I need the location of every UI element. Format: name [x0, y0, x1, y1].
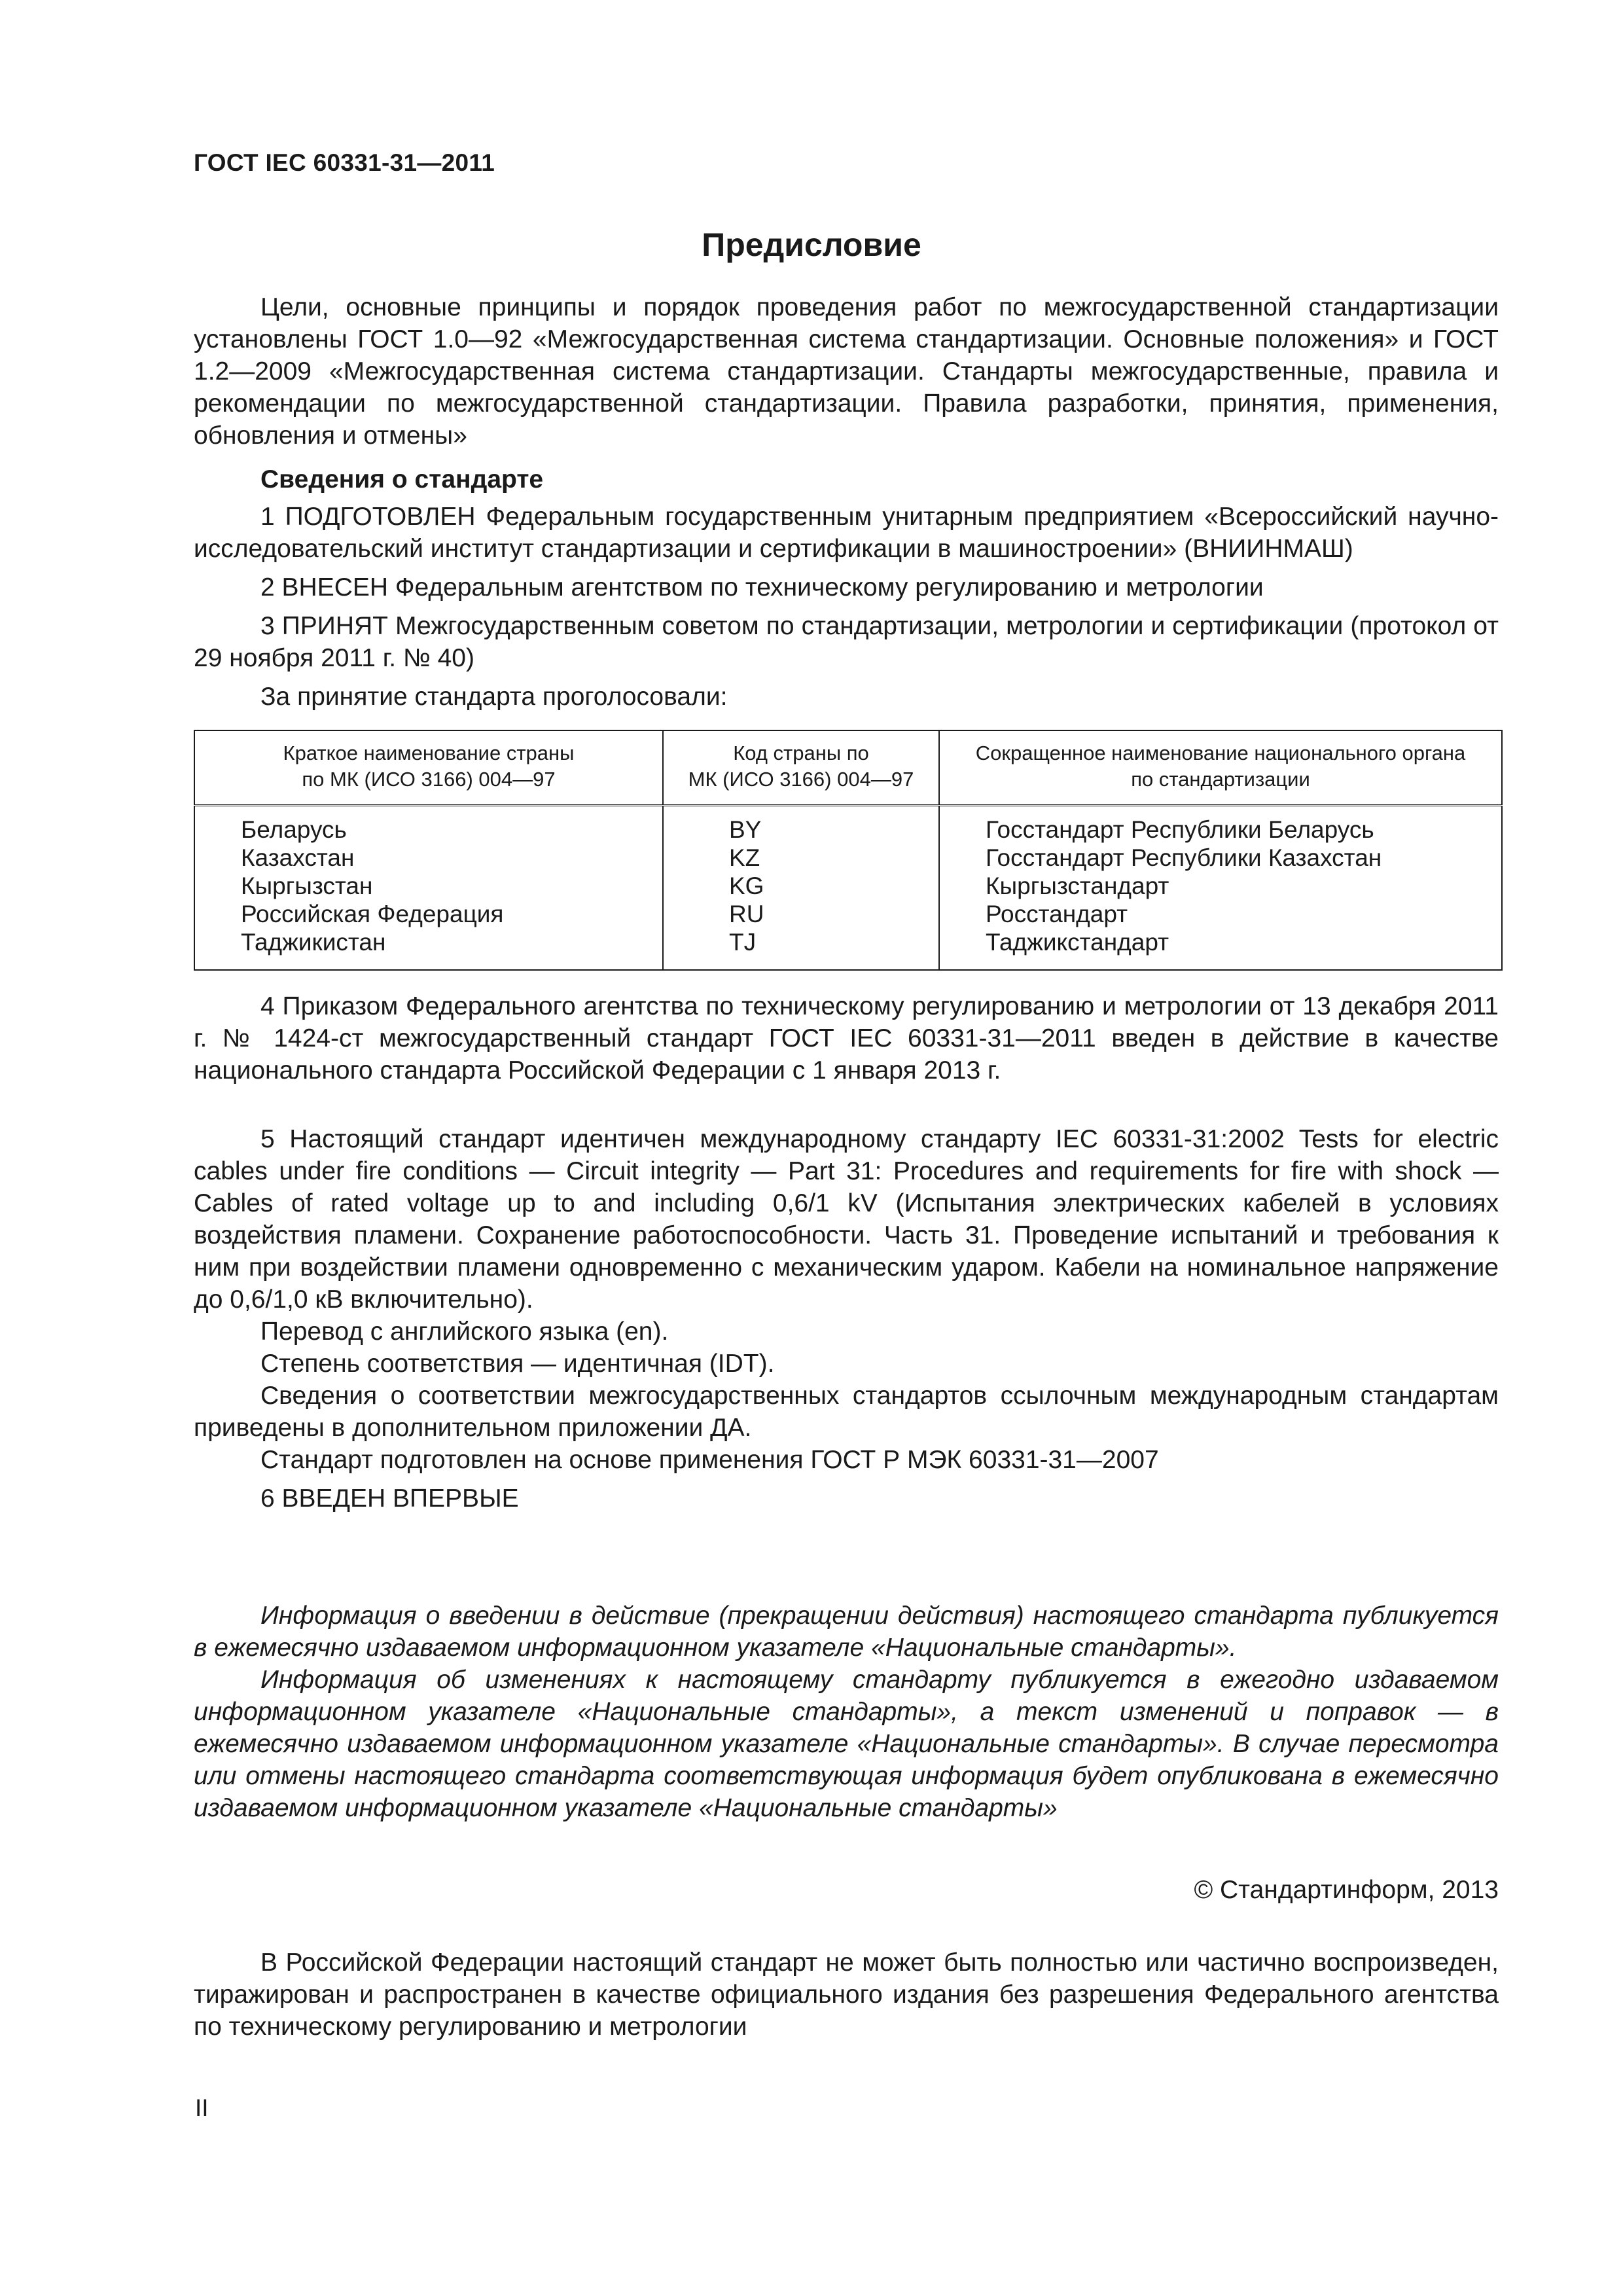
item-5: 5 Настоящий стандарт идентичен международному стандарту IEC 60331-31:2002 Tests for electric cables under fire conditions — Circuit integrity — Part 31: Procedures and requirements for fire with shock — Cables of rated voltage up to and including 0,6/1 kV (Испытания электрических кабелей в условиях воздействия пламени. Сохранение работоспособности. Часть 31. Проведение испытаний и требования к ним при воздействии пламени одновременно с механическим ударом. Кабели на номинальное напряжение до 0,6/1,0 кВ включительно).	[194, 1125, 1499, 1314]
note-2: Информация об изменениях к настоящему стандарту публикуется в ежегодно издаваемом информационном указателе «Национальные стандарты», а текст изменений и поправок — в ежемесячно издаваемом информационном указателе «Национальные стандарты». В случае пересмотра или отмены настоящего стандарта соответствующая информация будет опубликована в ежемесячно издаваемом информационном указателе «Национальные стандарты»	[194, 1666, 1499, 1822]
section-heading: Сведения о стандарте	[260, 465, 544, 493]
code-column	[663, 806, 939, 971]
item-5-degree: Степень соответствия — идентичная (IDT).	[260, 1350, 775, 1378]
country-code: RU	[729, 901, 764, 927]
voted-label: За принятие стандарта проголосовали:	[260, 683, 728, 711]
item-5-references: Сведения о соответствии межгосударственных стандартов ссылочным международным стандартам приведены в дополнительном приложении ДА.	[194, 1382, 1499, 1442]
standards-body: Госстандарт Республики Беларусь	[986, 816, 1374, 843]
item-2: 2 ВНЕСЕН Федеральным агентством по техническому регулированию и метрологии	[260, 573, 1264, 601]
standards-body: Росстандарт	[986, 901, 1128, 927]
voting-table	[194, 730, 1503, 971]
standards-body: Таджикстандарт	[986, 929, 1169, 956]
country-name: Российская Федерация	[241, 901, 504, 927]
country-name: Беларусь	[241, 816, 347, 843]
publication-notes	[194, 1600, 1499, 1824]
header-country: Краткое наименование страны по МК (ИСО 3166) 004—97	[194, 730, 663, 806]
note-1: Информация о введении в действие (прекращении действия) настоящего стандарта публикуется в ежемесячно издаваемом информационном указателе «Национальные стандарты».	[194, 1602, 1499, 1662]
standards-body: Кыргызстандарт	[986, 872, 1169, 899]
item-4: 4 Приказом Федерального агентства по техническому регулированию и метрологии от 13 декабря 2011 г. № 1424-ст межгосударственный стандарт ГОСТ IEC 60331-31—2011 введен в действие в качестве национального стандарта Российской Федерации с 1 января 2013 г.	[194, 992, 1499, 1085]
page-title: Предисловие	[702, 226, 921, 263]
country-code: KG	[729, 872, 764, 899]
standards-body: Госстандарт Республики Казахстан	[986, 844, 1382, 871]
country-code: KZ	[729, 844, 760, 871]
body-column	[939, 806, 1502, 971]
item-5-translation: Перевод с английского языка (en).	[260, 1318, 669, 1346]
country-name: Таджикистан	[241, 929, 386, 956]
document-code: ГОСТ IEC 60331-31—2011	[194, 149, 495, 176]
item-1: 1 ПОДГОТОВЛЕН Федеральным государственным унитарным предприятием «Всероссийский научно-исследовательский институт стандартизации и сертификации в машиностроении» (ВНИИНМАШ)	[194, 503, 1499, 563]
item-3: 3 ПРИНЯТ Межгосударственным советом по стандартизации, метрологии и сертификации (протокол от 29 ноября 2011 г. № 40)	[194, 612, 1499, 672]
country-name: Кыргызстан	[241, 872, 373, 899]
country-code: BY	[729, 816, 762, 843]
document-body	[194, 291, 1499, 2043]
table-header-row	[194, 730, 1502, 806]
header-code: Код страны по МК (ИСО 3166) 004—97	[663, 730, 939, 806]
reproduction-notice: В Российской Федерации настоящий стандарт не может быть полностью или частично воспроизведен, тиражирован и распространен в качестве официального издания без разрешения Федерального агентства по техническому регулированию и метрологии	[194, 1948, 1499, 2041]
page-number: II	[195, 2094, 209, 2121]
table-row	[194, 806, 1502, 971]
intro-paragraph: Цели, основные принципы и порядок проведения работ по межгосударственной стандартизации установлены ГОСТ 1.0—92 «Межгосударственная система стандартизации. Основные положения» и ГОСТ 1.2—2009 «Межгосударственная система стандартизации. Стандарты межгосударственные, правила и рекомендации по межгосударственной стандартизации. Правила разработки, принятия, применения, обновления и отмены»	[194, 293, 1499, 450]
copyright-line: © Стандартинформ, 2013	[1194, 1876, 1499, 1904]
header-body: Сокращенное наименование национального органа по стандартизации	[939, 730, 1502, 806]
country-column	[194, 806, 663, 971]
item-6: 6 ВВЕДЕН ВПЕРВЫЕ	[260, 1484, 519, 1513]
item-5-basis: Стандарт подготовлен на основе применения ГОСТ Р МЭК 60331-31—2007	[260, 1446, 1159, 1474]
country-name: Казахстан	[241, 844, 355, 871]
country-code: TJ	[729, 929, 757, 956]
